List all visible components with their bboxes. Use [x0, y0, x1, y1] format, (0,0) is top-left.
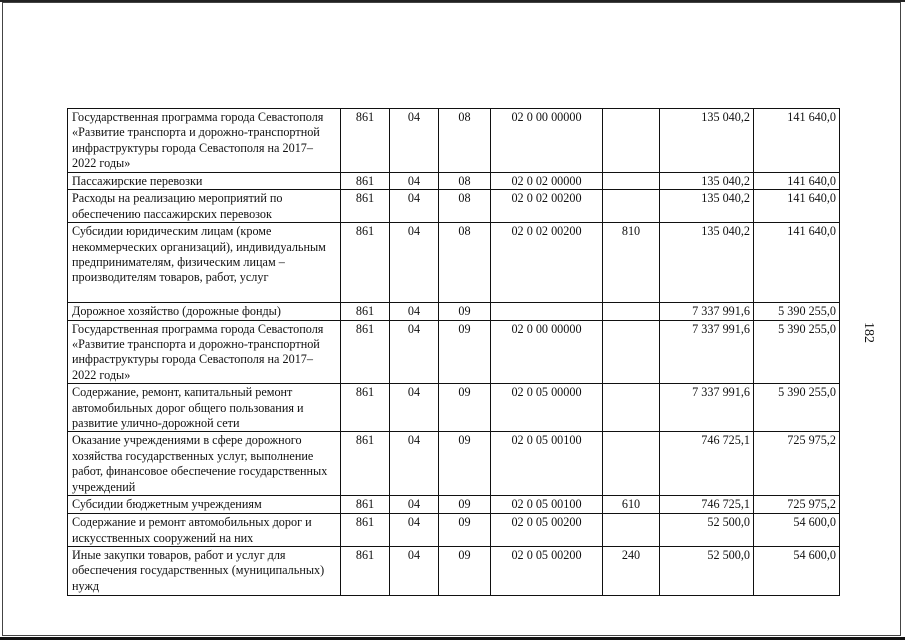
- ministry-code-cell: 861: [341, 546, 390, 595]
- ministry-code-cell: 861: [341, 109, 390, 173]
- section-code-cell: 04: [390, 223, 439, 303]
- subsection-code-cell: 09: [439, 303, 491, 320]
- subsection-code-cell: 09: [439, 320, 491, 384]
- subsection-code-cell: 08: [439, 223, 491, 303]
- target-article-cell: 02 0 05 00200: [491, 514, 603, 547]
- amount-year1-cell: 135 040,2: [660, 223, 754, 303]
- target-article-cell: 02 0 00 00000: [491, 320, 603, 384]
- section-code-cell: 04: [390, 190, 439, 223]
- amount-year2-cell: 5 390 255,0: [754, 303, 840, 320]
- table-row: [68, 190, 840, 223]
- target-article-cell: 02 0 05 00100: [491, 496, 603, 514]
- expense-type-cell: [603, 432, 660, 496]
- amount-year1-cell: 135 040,2: [660, 173, 754, 190]
- expense-type-cell: [603, 190, 660, 223]
- section-code-cell: 04: [390, 432, 439, 496]
- amount-year2-cell: 54 600,0: [754, 546, 840, 595]
- section-code-cell: 04: [390, 320, 439, 384]
- amount-year2-cell: 5 390 255,0: [754, 320, 840, 384]
- table-row: [68, 432, 840, 496]
- subsection-code-cell: 08: [439, 173, 491, 190]
- expense-type-cell: [603, 320, 660, 384]
- amount-year2-cell: 141 640,0: [754, 190, 840, 223]
- ministry-code-cell: 861: [341, 173, 390, 190]
- subsection-code-cell: 08: [439, 190, 491, 223]
- section-code-cell: 04: [390, 496, 439, 514]
- target-article-cell: 02 0 05 00200: [491, 546, 603, 595]
- subsection-code-cell: 09: [439, 546, 491, 595]
- ministry-code-cell: 861: [341, 384, 390, 432]
- amount-year1-cell: 7 337 991,6: [660, 320, 754, 384]
- expense-type-cell: [603, 384, 660, 432]
- subsection-code-cell: 09: [439, 384, 491, 432]
- subsection-code-cell: 09: [439, 496, 491, 514]
- page-number: 182: [861, 321, 876, 343]
- section-code-cell: 04: [390, 546, 439, 595]
- section-code-cell: 04: [390, 303, 439, 320]
- amount-year2-cell: 141 640,0: [754, 223, 840, 303]
- subsection-code-cell: 08: [439, 109, 491, 173]
- amount-year2-cell: 725 975,2: [754, 432, 840, 496]
- target-article-cell: 02 0 02 00200: [491, 190, 603, 223]
- target-article-cell: 02 0 02 00200: [491, 223, 603, 303]
- section-code-cell: 04: [390, 109, 439, 173]
- ministry-code-cell: 861: [341, 303, 390, 320]
- row-name-cell: Пассажирские перевозки: [68, 173, 341, 190]
- table-row: [68, 303, 840, 320]
- section-code-cell: 04: [390, 384, 439, 432]
- table-row: [68, 546, 840, 595]
- row-name-cell: Содержание и ремонт автомобильных дорог и искусственных сооружений на них: [68, 514, 341, 547]
- amount-year1-cell: 746 725,1: [660, 432, 754, 496]
- target-article-cell: 02 0 05 00000: [491, 384, 603, 432]
- expense-type-cell: [603, 514, 660, 547]
- table-row: [68, 223, 840, 303]
- section-code-cell: 04: [390, 514, 439, 547]
- amount-year1-cell: 52 500,0: [660, 546, 754, 595]
- subsection-code-cell: 09: [439, 514, 491, 547]
- expense-type-cell: [603, 303, 660, 320]
- amount-year1-cell: 135 040,2: [660, 109, 754, 173]
- amount-year1-cell: 135 040,2: [660, 190, 754, 223]
- expense-type-cell: 810: [603, 223, 660, 303]
- row-name-cell: Государственная программа города Севастополя «Развитие транспорта и дорожно-транспортной инфраструктуры города Севастополя на 2017–2022 годы»: [68, 320, 341, 384]
- table-row: [68, 320, 840, 384]
- section-code-cell: 04: [390, 173, 439, 190]
- table-row: [68, 496, 840, 514]
- amount-year2-cell: 141 640,0: [754, 109, 840, 173]
- row-name-cell: Государственная программа города Севастополя «Развитие транспорта и дорожно-транспортной инфраструктуры города Севастополя на 2017–2022 годы»: [68, 109, 341, 173]
- amount-year1-cell: 7 337 991,6: [660, 303, 754, 320]
- target-article-cell: 02 0 05 00100: [491, 432, 603, 496]
- ministry-code-cell: 861: [341, 320, 390, 384]
- row-name-cell: Содержание, ремонт, капитальный ремонт автомобильных дорог общего пользования и развитие улично-дорожной сети: [68, 384, 341, 432]
- budget-table: [67, 108, 840, 596]
- amount-year1-cell: 52 500,0: [660, 514, 754, 547]
- amount-year2-cell: 141 640,0: [754, 173, 840, 190]
- amount-year2-cell: 54 600,0: [754, 514, 840, 547]
- subsection-code-cell: 09: [439, 432, 491, 496]
- table-row: [68, 173, 840, 190]
- ministry-code-cell: 861: [341, 496, 390, 514]
- table-row: [68, 514, 840, 547]
- row-name-cell: Субсидии юридическим лицам (кроме некоммерческих организаций), индивидуальным предпринимателям, физическим лицам – производителям товаров, работ, услуг: [68, 223, 341, 303]
- target-article-cell: 02 0 02 00000: [491, 173, 603, 190]
- row-name-cell: Оказание учреждениями в сфере дорожного хозяйства государственных услуг, выполнение работ, финансовое обеспечение государственных учреждений: [68, 432, 341, 496]
- row-name-cell: Иные закупки товаров, работ и услуг для обеспечения государственных (муниципальных) нужд: [68, 546, 341, 595]
- ministry-code-cell: 861: [341, 223, 390, 303]
- expense-type-cell: [603, 173, 660, 190]
- amount-year2-cell: 725 975,2: [754, 496, 840, 514]
- row-name-cell: Расходы на реализацию мероприятий по обеспечению пассажирских перевозок: [68, 190, 341, 223]
- target-article-cell: 02 0 00 00000: [491, 109, 603, 173]
- ministry-code-cell: 861: [341, 190, 390, 223]
- amount-year2-cell: 5 390 255,0: [754, 384, 840, 432]
- expense-type-cell: [603, 109, 660, 173]
- ministry-code-cell: 861: [341, 514, 390, 547]
- target-article-cell: [491, 303, 603, 320]
- expense-type-cell: 240: [603, 546, 660, 595]
- amount-year1-cell: 7 337 991,6: [660, 384, 754, 432]
- table-row: [68, 109, 840, 173]
- expense-type-cell: 610: [603, 496, 660, 514]
- ministry-code-cell: 861: [341, 432, 390, 496]
- row-name-cell: Дорожное хозяйство (дорожные фонды): [68, 303, 341, 320]
- table-row: [68, 384, 840, 432]
- amount-year1-cell: 746 725,1: [660, 496, 754, 514]
- row-name-cell: Субсидии бюджетным учреждениям: [68, 496, 341, 514]
